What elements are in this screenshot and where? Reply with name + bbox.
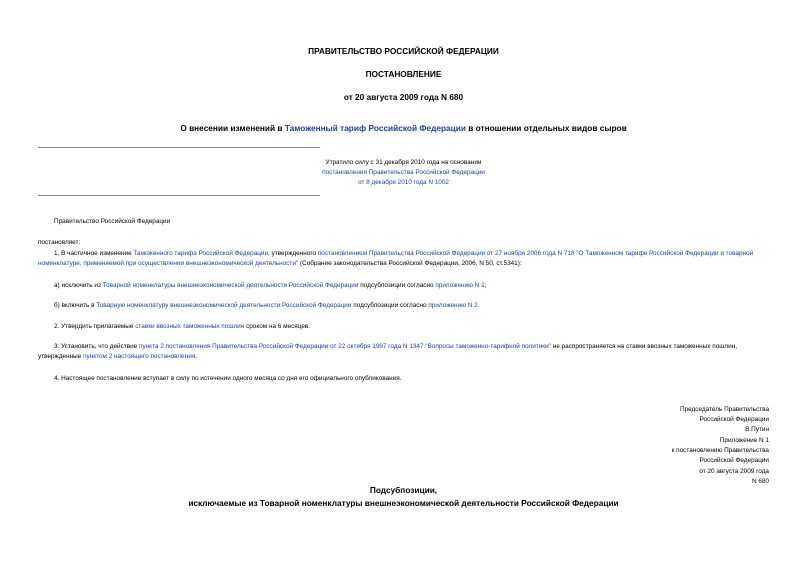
- paragraph-1: [38, 249, 769, 269]
- appendix-block: [569, 436, 769, 487]
- appendix-doc-number: N 680: [751, 477, 769, 485]
- paragraph-a: [38, 281, 769, 291]
- title-pre: О внесении изменений в: [180, 123, 285, 133]
- signature-name: В.Путин: [745, 426, 769, 434]
- p3-mid: не распространяется на ставки ввозных таможенных пошлин, утвержденные: [38, 343, 737, 360]
- pb-post: .: [477, 302, 480, 309]
- p2-post: сроком на 6 месяцев.: [244, 323, 311, 330]
- doc-type: ПОСТАНОВЛЕНИЕ: [365, 69, 442, 79]
- appendix-country: Российской Федерации: [699, 457, 769, 465]
- pa-link-appendix[interactable]: приложению N 1: [435, 282, 485, 289]
- p1-link-tariff[interactable]: Таможенного тарифа Российской Федерации: [133, 250, 269, 257]
- paragraph-3: [38, 342, 769, 362]
- repeal-note-link-decree[interactable]: постановления Правительства Российской Федерации: [322, 169, 485, 176]
- appendix-title-line1: Подсубпозиции,: [369, 485, 438, 495]
- paragraph-b: [38, 301, 769, 311]
- divider-top: [38, 147, 320, 148]
- signature-block: [569, 405, 769, 436]
- pa-mid: подсубпозиции согласно: [358, 282, 436, 289]
- repeal-note-link-date[interactable]: от 8 декабря 2010 года N 1002: [358, 179, 449, 186]
- doc-date-number: от 20 августа 2009 года N 680: [343, 92, 464, 102]
- appendix-number: Приложение N 1: [719, 437, 769, 444]
- org-name: ПРАВИТЕЛЬСТВО РОССИЙСКОЙ ФЕДЕРАЦИИ: [308, 46, 499, 56]
- appendix-to: к постановлению Правительства: [671, 447, 769, 455]
- pa-post: ;: [484, 282, 487, 289]
- repeal-note: [200, 158, 607, 188]
- doc-title: [0, 123, 807, 133]
- p1-link-decree[interactable]: постановлением Правительства Российской Федерации от 27 ноября 2006 года N 718 "О Таможенном тарифе Российской Федерации и товарной номенклатуре, применяемой при осуществлении внешнеэкономической деятельности": [38, 250, 754, 267]
- appendix-date: от 20 августа 2009 года: [699, 467, 769, 475]
- p2-link-rates[interactable]: ставки ввозных таможенных пошлин: [135, 323, 245, 330]
- pb-link-nomenclature[interactable]: Товарную номенклатуру внешнеэкономической деятельности Российской Федерации: [96, 302, 352, 309]
- title-post: в отношении отдельных видов сыров: [465, 123, 627, 133]
- repeal-note-line1: Утратило силу с 31 декабря 2010 года на основании: [325, 159, 482, 166]
- p3-pre: 3. Установить, что действие: [54, 343, 139, 350]
- paragraph-2: [38, 322, 769, 332]
- appendix-title-line2: исключаемые из Товарной номенклатуры внешнеэкономической деятельности Российской Федерации: [188, 497, 619, 508]
- pb-pre: б) включить в: [54, 302, 97, 309]
- signature-country: Российской Федерации: [699, 416, 769, 424]
- p3-link-decree[interactable]: пункта 2 постановления Правительства Российской Федерации от 22 октября 1997 года N 1347 "Вопросы таможенно-тарифной политики": [138, 343, 551, 350]
- p3-link-point2[interactable]: пунктом 2 настоящего постановления: [83, 353, 196, 360]
- p1-post: (Собрание законодательства Российской Федерации, 2006, N 50, ст.5341):: [298, 260, 522, 267]
- p1-pre: 1. В частичное изменение: [54, 250, 134, 257]
- paragraph-4: 4. Настоящее постановление вступает в силу по истечении одного месяца со дня его официального опубликования.: [54, 375, 402, 382]
- divider-bottom: [38, 195, 320, 196]
- pb-link-appendix[interactable]: приложению N 2: [428, 302, 478, 309]
- decree-line: постановляет:: [38, 239, 81, 246]
- pb-mid: подсубпозиции согласно: [351, 302, 429, 309]
- signature-title: Председатель Правительства: [680, 406, 769, 413]
- gov-line: Правительство Российской Федерации: [54, 218, 171, 225]
- p1-mid: , утвержденного: [268, 250, 318, 257]
- p3-post: .: [195, 353, 198, 360]
- p2-pre: 2. Утвердить прилагаемые: [54, 323, 136, 330]
- pa-link-nomenclature[interactable]: Товарной номенклатуры внешнеэкономической деятельности Российской Федерации: [102, 282, 359, 289]
- pa-pre: а) исключить из: [54, 282, 103, 289]
- appendix-title: [0, 484, 807, 509]
- title-tariff-link[interactable]: Таможенный тариф Российской Федерации: [284, 123, 466, 133]
